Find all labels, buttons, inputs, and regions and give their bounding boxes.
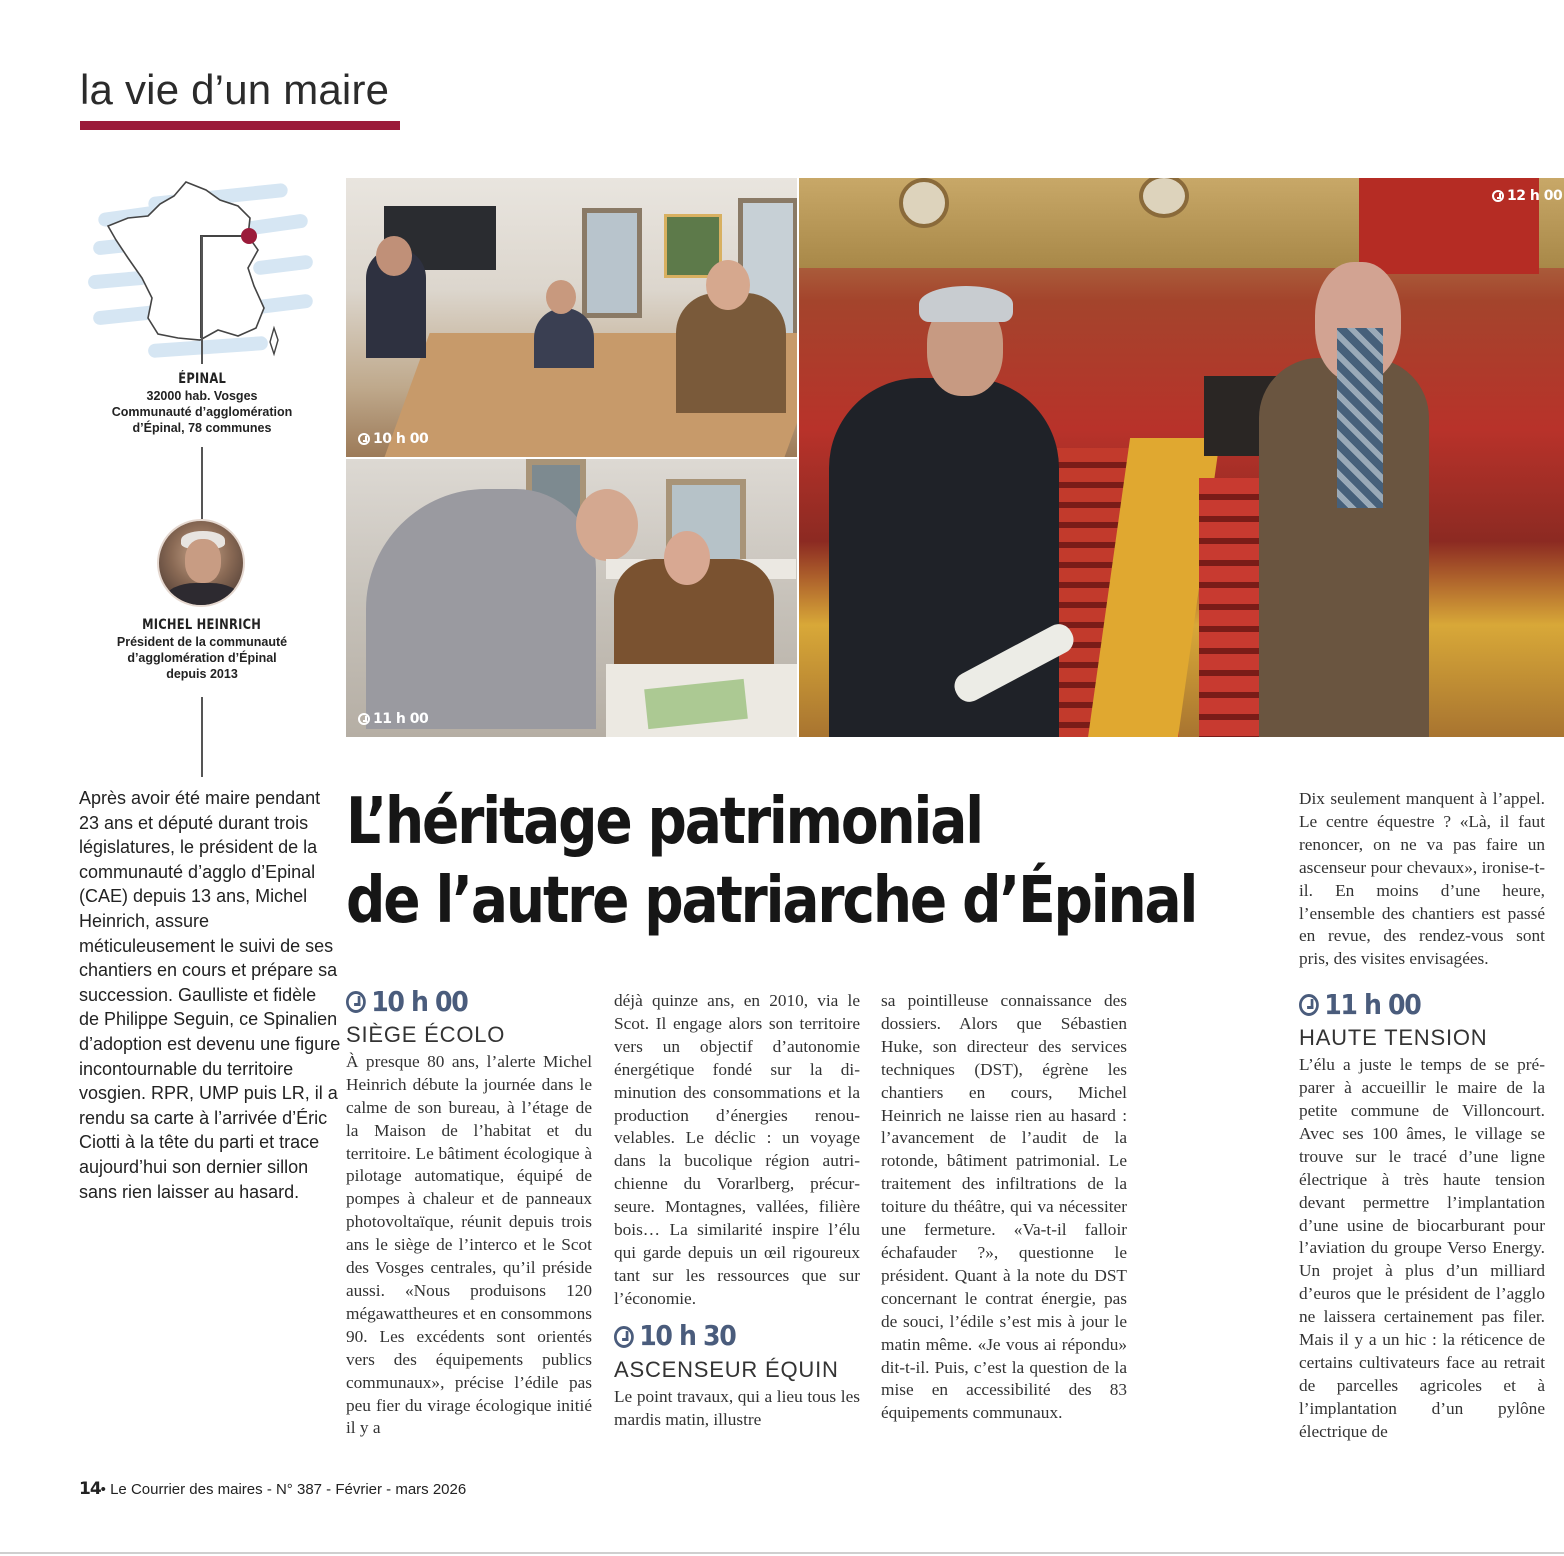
clock-icon — [1299, 994, 1319, 1016]
headline-line: de l’autre patriarche d’Épinal — [346, 864, 1197, 938]
lede-text: Après avoir été maire pendant 23 ans et député durant trois législatures, le président de la communauté d’agglo d’Epinal (CAE) depuis 13 ans, Michel Heinrich, assure méticuleusement le suivi de ses chantiers en cours et prépare sa succession. Gaulliste et fidèle de Philippe Seguin, ce Spinalien d’adoption est devenu une figure incontournable du territoire vosgien. RPR, UMP puis LR, il a rendu sa carte à l’arrivée d’Éric Ciotti à la tête du parti et trace aujourd’hui son dernier sillon sans rien laisser au hasard. — [79, 788, 341, 1202]
avatar — [157, 519, 245, 607]
article-paragraph: sa pointilleuse connaissance des dossiers. Alors que Sébastien Huke, son directeur des services techniques (DST), égrène les chantiers en cours, Michel Heinrich ne laisse rien au hasard : l’avancement de l’audit de la rotonde, bâtiment patrimonial. Le traitement des infiltrations de la toiture du théâtre, qui va nécessiter une fermeture. «Va-t-il falloir échafauder ?», questionne le président. Quant à la note du DST concernant le contrat énergie, pas de souci, l’édile s’est mis à jour le matin même. «Je vous ai répondu» dit-t-il. Puis, c’est la question de la mise en accessibilité des 83 équipements communaux. — [881, 991, 1127, 1423]
person-role: d’agglomération d’Épinal — [127, 651, 277, 665]
city-detail: 32000 hab. Vosges — [146, 389, 258, 403]
clock-icon — [346, 991, 366, 1013]
article-column-4 — [1299, 788, 1545, 1444]
page-number: 14 — [79, 1479, 101, 1499]
photo-theatre-visit — [799, 178, 1564, 737]
city-detail: Communauté d’agglomération — [111, 405, 293, 419]
photo-time-tag: 11 h 00 — [358, 711, 428, 727]
person-role: Président de la communauté — [116, 635, 288, 649]
section-title: HAUTE TENSION — [1299, 1025, 1488, 1051]
photo-plan-review — [346, 459, 797, 737]
clock-icon — [358, 433, 370, 445]
city-detail: d’Épinal, 78 communes — [132, 421, 272, 435]
article-column-1 — [346, 984, 592, 1440]
clock-icon — [614, 1326, 634, 1348]
person-name: MICHEL HEINRICH — [142, 617, 262, 633]
article-paragraph: déjà quinze ans, en 2010, via le Scot. Il engage alors son territoire vers un objectif d’autonomie énergétique fondé sur la diminution des consommations et la production d’énergies renouvelables. Le déclic : un voyage dans la bucolique région autrichienne du Vorarlberg, précurseure. Montagnes, vallées, filière bois… La similarité inspire l’élu qui garde depuis un œil rigoureux tant sur les ressources que sur l’économie. — [614, 991, 860, 1308]
person-role: depuis 2013 — [166, 667, 238, 681]
page-edge — [0, 1552, 1564, 1554]
section-time: 11 h 00 — [1299, 987, 1520, 1023]
article-paragraph: L’élu a juste le temps de se préparer à accueillir le maire de la petite commune de Villoncourt. Avec ses 100 âmes, le village se trouve sur le tracé d’une ligne électrique à très haute tension devant permettre l’implantation d’une usine de biocarburant pour l’aviation du groupe Verso Energy. Un projet à plus d’un milliard d’euros que le président de l’agglo ne laissera certainement pas filer. Mais il y a un hic : la réticence de certains cultivateurs face au retrait de parcelles agricoles et à l’implantation d’un pylône électrique de — [1299, 1055, 1545, 1441]
photo-time-tag: 12 h 00 — [1492, 188, 1562, 204]
rubric-underline — [80, 121, 400, 130]
article-paragraph: Dix seulement manquent à l’appel. Le centre équestre ? «Là, il faut renoncer, on ne va pas faire un ascenseur pour chevaux», ironise-t-il. En moins d’une heure, l’ensemble des chantiers est passé en revue, des rendez-vous sont pris, des visites envisagées. — [1299, 789, 1545, 969]
article-paragraph: À presque 80 ans, l’alerte Michel Heinrich débute la journée dans le calme de son bureau, à l’étage de la Maison de l’habitat et du territoire. Le bâtiment écologique à pilotage automatique, équipé de pompes à chaleur et de panneaux photovoltaïque, réunit depuis trois ans le siège de l’interco et le Scot des Vosges centrales, qu’il préside aussi. «Nous produisons 120 mégawattheures et en consommons 90. Les excédents sont orientés vers des équipements publics communaux», précise l’édile pas peu fier du virage écologique initié il y a — [346, 1051, 592, 1438]
photo-time-tag: 10 h 00 — [358, 431, 428, 447]
article-paragraph: Le point travaux, qui a lieu tous les mardis matin, illustre — [614, 1386, 860, 1429]
section-time: 10 h 30 — [614, 1319, 835, 1355]
headline-line: L’héritage patrimonial — [346, 785, 982, 859]
photo-office-meeting — [346, 178, 797, 457]
article-column-3 — [881, 990, 1127, 1425]
page-footer — [79, 1479, 466, 1499]
section-title: SIÈGE ÉCOLO — [346, 1022, 506, 1047]
map-connector — [201, 236, 203, 364]
info-connector — [201, 447, 203, 519]
city-name: ÉPINAL — [178, 371, 226, 387]
headline — [346, 783, 1196, 941]
person-connector — [201, 697, 203, 777]
publication-info: • Le Courrier des maires - N° 387 - Février - mars 2026 — [100, 1481, 467, 1498]
article-column-2 — [614, 990, 860, 1431]
city-info — [92, 370, 312, 436]
section-title: ASCENSEUR ÉQUIN — [614, 1356, 839, 1382]
france-map — [88, 178, 318, 363]
clock-icon — [358, 713, 370, 725]
clock-icon — [1492, 190, 1504, 202]
section-time: 10 h 00 — [346, 984, 567, 1020]
person-info — [92, 616, 312, 682]
section-rubric: la vie d’un maire — [80, 66, 390, 113]
